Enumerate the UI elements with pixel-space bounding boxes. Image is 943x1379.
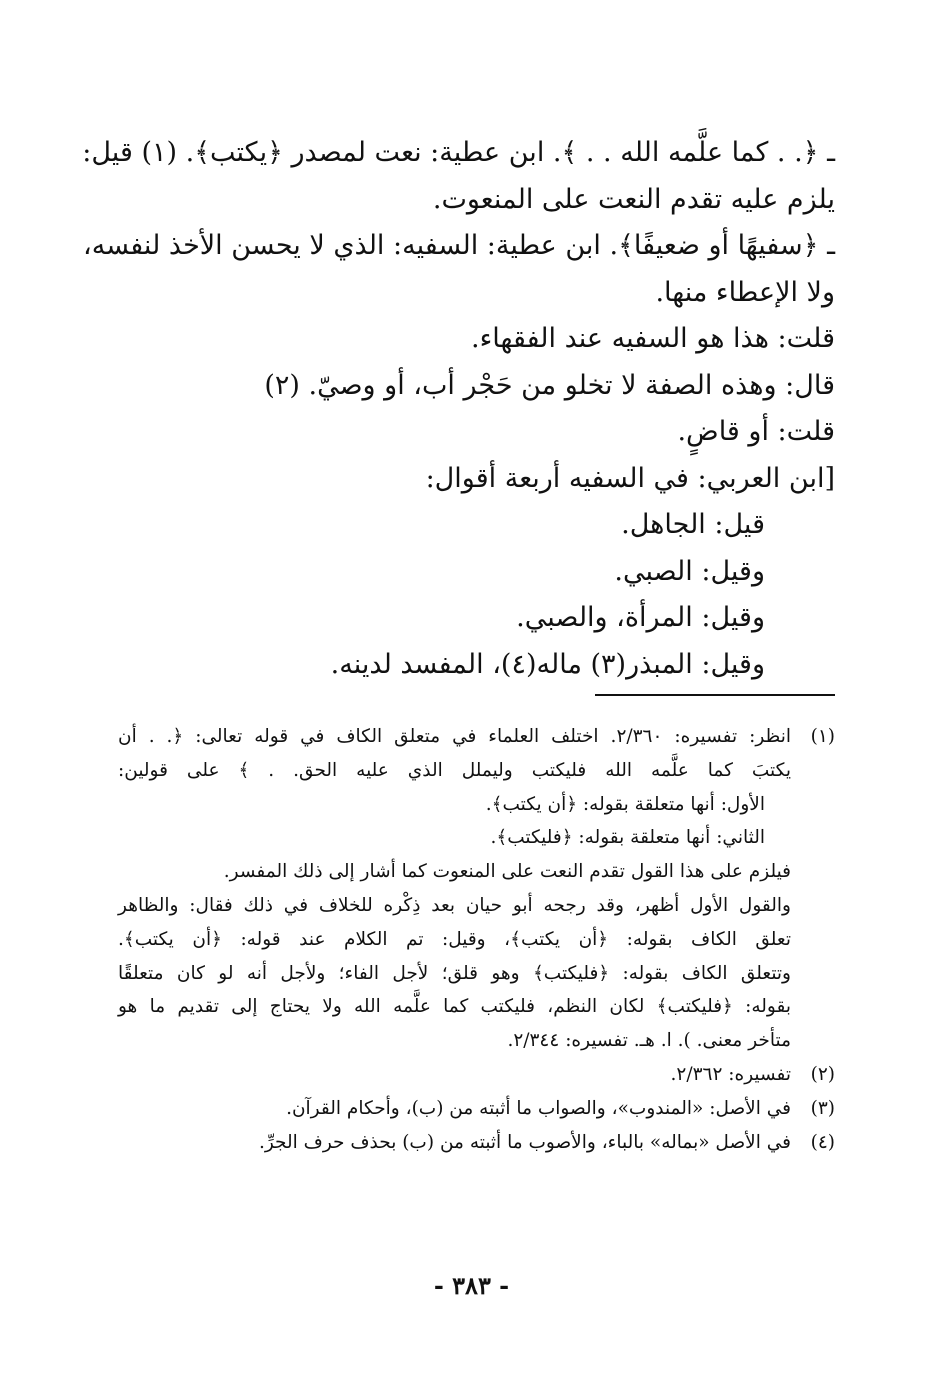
footnote-line <box>118 788 835 822</box>
text-line: [ابن العربي: في السفيه أربعة أقوال: <box>425 462 835 494</box>
text-line: قال: وهذه الصفة لا تخلو من حَجْر أب، أو وصيّ. (٢) <box>264 369 835 401</box>
footnote-line <box>118 990 835 1024</box>
text-line: ـ ﴿سفيهًا أو ضعيفًا﴾. ابن عطية: السفيه: الذي لا يحسن الأخذ لنفسه، <box>83 230 835 261</box>
footnote-text: والقول الأول أظهر، وقد رجحه أبو حيان بعد ذِكْره للخلاف في ذلك فقال: والظاهر <box>118 894 791 916</box>
text-line: قلت: هذا هو السفيه عند الفقهاء. <box>471 323 835 354</box>
footnote-line <box>118 720 835 754</box>
main-text <box>82 130 835 688</box>
footnote-line <box>118 957 835 991</box>
text-line: ـ ﴿. . كما علَّمه الله . . ﴾. ابن عطية: نعت لمصدر ﴿يكتب﴾. (١) قيل: <box>82 137 835 168</box>
text-line: يلزم عليه تقدم النعت على المنعوت. <box>432 183 835 215</box>
footnotes <box>118 720 835 1159</box>
footnote-text: يكتبَ كما علَّمه الله فليكتب وليملل الذي عليه الحق. . ﴾ على قولين: <box>118 759 791 781</box>
footnote-line <box>118 889 835 923</box>
footnote-number: (٤) <box>810 1131 835 1153</box>
footnote-text: في الأصل «بماله» بالباء، والأصوب ما أثبته من (ب) بحذف حرف الجرِّ. <box>258 1131 791 1153</box>
footnote-line <box>118 754 835 788</box>
footnote-line <box>118 1024 835 1058</box>
footnote-text: فيلزم على هذا القول تقدم النعت على المنعوت كما أشار إلى ذلك المفسر. <box>223 861 791 883</box>
footnote-line <box>118 1092 835 1126</box>
footnote-text: انظر: تفسيره: ٢/٣٦٠. اختلف العلماء في متعلق الكاف في قوله تعالى: ﴿. . أن <box>118 726 791 747</box>
footnote-line <box>118 855 835 889</box>
footnote-text: بقوله: ﴿فليكتب﴾ لكان النظم، فليكتب كما علَّمه الله ولا يحتاج إلى تقديم ما هو <box>118 996 791 1018</box>
footnote-text: وتتعلق الكاف بقوله: ﴿فليكتب﴾ وهو قلق؛ لأجل الفاء؛ ولأجل أنه لو كان متعلقًا <box>118 962 791 984</box>
footnote-text: تفسيره: ٢/٣٦٢. <box>670 1063 791 1085</box>
footnote-separator <box>595 694 835 696</box>
list-item: وقيل: المرأة، والصبي. <box>516 602 765 633</box>
page-number: - ٣٨٣ - <box>433 1271 510 1300</box>
list-item: وقيل: الصبي. <box>614 555 765 587</box>
footnote-text: الثاني: أنها متعلقة بقوله: ﴿فليكتب﴾. <box>490 827 765 849</box>
footnote-text: في الأصل: «المندوب»، والصواب ما أثبته من (ب)، وأحكام القرآن. <box>286 1097 791 1119</box>
list-item: وقيل: المبذر(٣) ماله(٤)، المفسد لدينه. <box>330 648 765 680</box>
text-line: ولا الإعطاء منها. <box>655 276 835 308</box>
footnote-text: تعلق الكاف بقوله: ﴿أن يكتب﴾، وقيل: تم الكلام عند قوله: ﴿أن يكتب﴾. <box>118 928 791 950</box>
footnote-line <box>118 1126 835 1160</box>
footnote-number: (٢) <box>810 1063 835 1085</box>
footnote-text: متأخر معنى. ). ا. هـ. تفسيره: ٢/٣٤٤. <box>507 1030 791 1052</box>
footnote-line <box>118 1058 835 1092</box>
footnote-line <box>118 923 835 957</box>
list-item: قيل: الجاهل. <box>621 509 765 540</box>
text-line: قلت: أو قاضٍ. <box>677 416 835 447</box>
footnote-text: الأول: أنها متعلقة بقوله: ﴿أن يكتب﴾. <box>485 793 765 815</box>
footnote-number: (١) <box>810 726 835 747</box>
footnote-number: (٣) <box>810 1097 835 1119</box>
footnote-line <box>118 821 835 855</box>
